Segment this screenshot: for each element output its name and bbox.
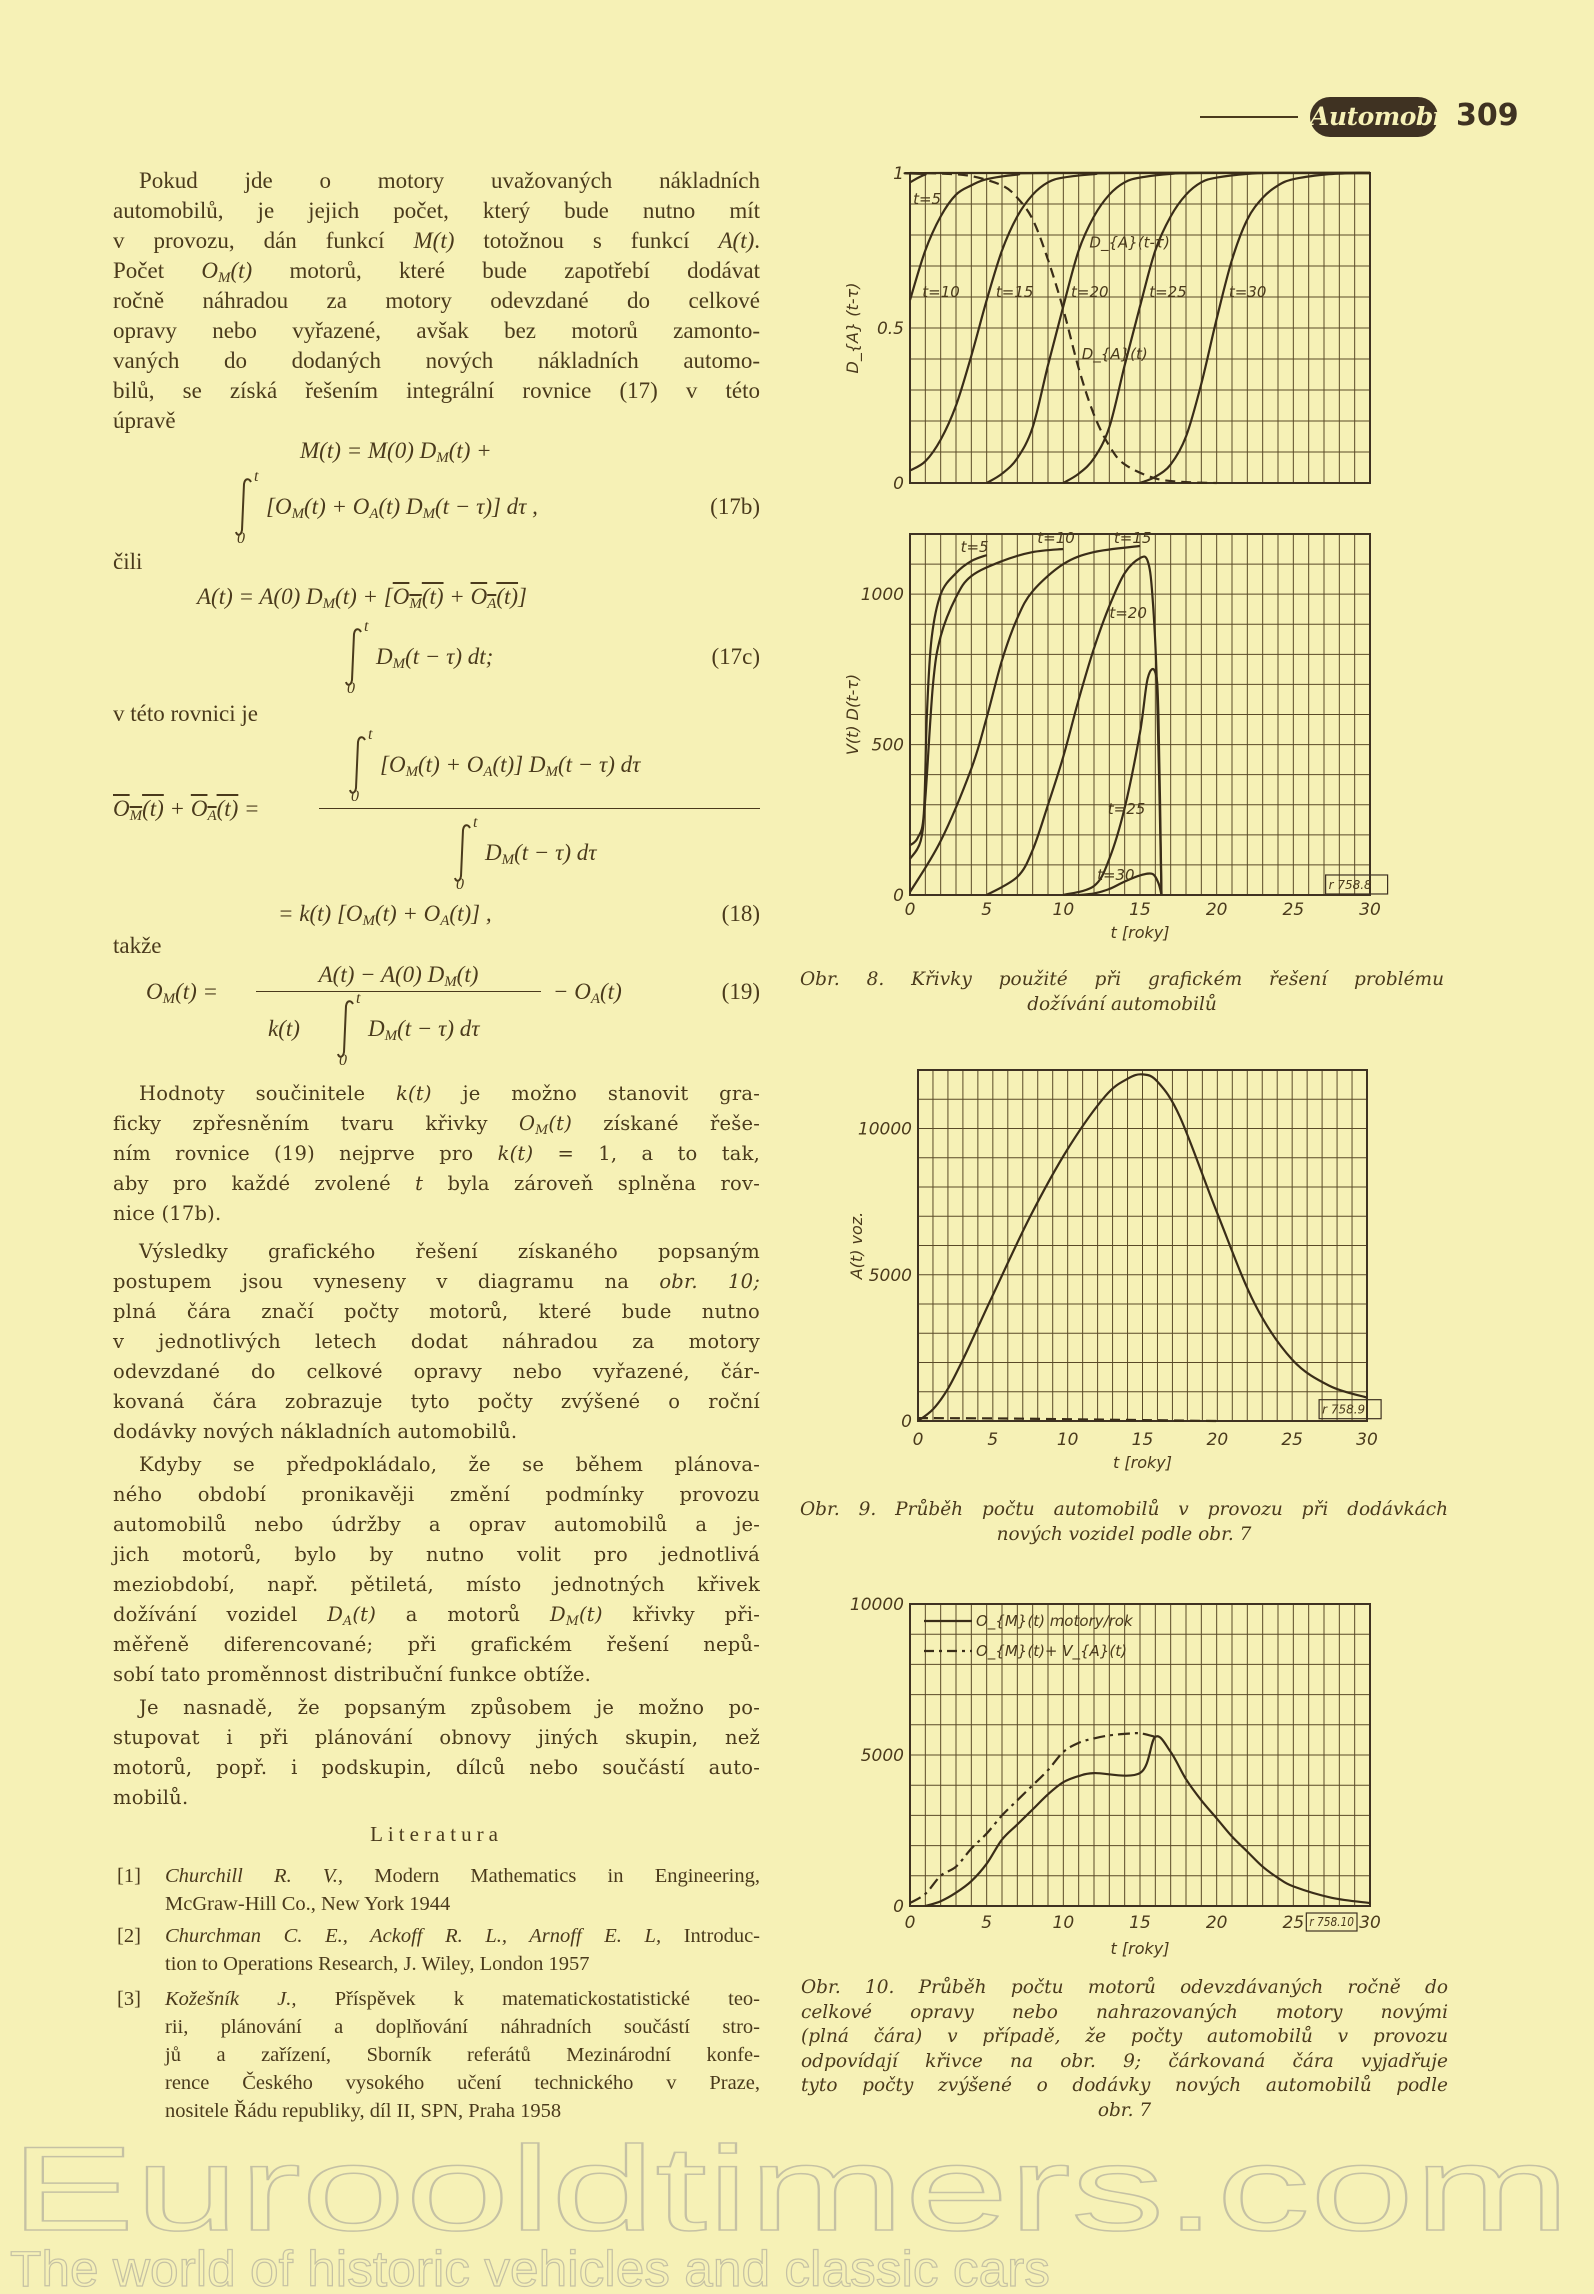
x-tick-label: 20	[1205, 1913, 1228, 1933]
y-tick-label: 0	[893, 1897, 904, 1917]
fraction-line	[256, 991, 541, 992]
figure-stamp: r 758.9	[1322, 1402, 1366, 1417]
reference-line: McGraw-Hill Co., New York 1944	[165, 1893, 451, 1915]
text-line: Kdyby se předpokládalo, že se během plánova-	[139, 1453, 760, 1476]
reference-number: [3]	[117, 1988, 141, 2010]
equation-17b-line1	[300, 436, 492, 466]
text-line: sobí tato proměnnost distribuční funkce obtíže.	[113, 1663, 591, 1686]
equation-19-numerator	[256, 960, 541, 990]
equation-text: A(t) = A(0) $D_M(t) + [O_M(t) + O_A(t)]$	[197, 584, 527, 612]
reference-number: [1]	[117, 1865, 141, 1887]
text-line: v jednotlivých letech dodat náhradou za motory	[113, 1330, 760, 1353]
equation-text: $D_M(t - \tau)$ dτ	[368, 1016, 480, 1044]
paragraph-results	[113, 1237, 760, 1447]
reference-item	[113, 1862, 760, 1918]
equation-19-tail	[553, 977, 622, 1007]
text-line: automobilů nebo údržby a oprav automobilů a je-	[113, 1513, 760, 1536]
equation-text: $D_M(t - \tau)$ dτ	[485, 840, 597, 868]
text-line: odevzdané do celkové opravy nebo vyřazené, čár-	[113, 1360, 760, 1383]
paragraph-intro	[113, 166, 760, 436]
legend-label: O_{M}(t) motory/rok	[976, 1612, 1133, 1630]
figure-stamp: r 758.8	[1328, 877, 1372, 892]
figure-10-caption	[801, 1976, 1448, 2123]
grid	[910, 534, 1370, 895]
reference-item	[113, 1922, 760, 1978]
curve-label: t=30	[1228, 283, 1267, 301]
equation-number: (17b)	[710, 494, 760, 519]
y-axis-label: A(t) voz.	[847, 1211, 866, 1280]
reference-line: Churchman C. E., Ackoff R. L., Arnoff E. L, Introduc-	[165, 1925, 760, 1947]
series-line-0	[910, 555, 987, 845]
y-tick-label: 5000	[868, 1265, 912, 1286]
connector-text: v této rovnici je	[113, 701, 258, 726]
caption-line: obr. 7	[1097, 2099, 1152, 2121]
curve-label: t=5	[913, 190, 942, 208]
y-axis-label: D_{A} (t-τ)	[843, 282, 862, 374]
text-line: měřeně diferencované; při grafickém řešení nepů-	[113, 1633, 760, 1656]
x-tick-label: 5	[981, 1913, 993, 1933]
equation-text: $D_M(t - \tau)$ dt;	[376, 644, 494, 672]
caption-line: Obr. 10. Průběh počtu motorů odevzdávaných ročně do	[801, 1977, 1448, 1998]
chart-fig9	[840, 1055, 1400, 1475]
x-tick-label: 5	[987, 1430, 999, 1450]
curve-label: t=25	[1149, 283, 1187, 301]
y-tick-label: 0	[901, 1412, 912, 1432]
equation-number: (18)	[721, 901, 760, 926]
x-tick-label: 25	[1282, 1913, 1305, 1933]
caption-line: tyto počty zvýšené o dodávky nových automobilů podle	[801, 2075, 1448, 2096]
text-line: motorů, popř. i podskupin, dílců nebo součástí auto-	[113, 1756, 760, 1779]
text-line: Hodnoty součinitele k(t) je možno stanovit gra-	[139, 1082, 760, 1105]
y-tick-label: 0	[893, 886, 904, 906]
reference-line: Churchill R. V., Modern Mathematics in Engineering,	[165, 1865, 761, 1887]
caption-line: odpovídají křivce na obr. 9; čárkovaná čára vyjadřuje	[801, 2050, 1448, 2072]
x-tick-label: 0	[904, 900, 916, 920]
text-line: jich motorů, bylo by nutno volit pro jednotlivá	[113, 1543, 760, 1566]
text-line: ročně náhradou za motory odevzdané do celkové	[113, 288, 760, 313]
integral-sign-icon	[234, 477, 254, 537]
text-line: plná čára značí počty motorů, které bude nutno	[113, 1300, 760, 1323]
fraction-line	[319, 808, 760, 809]
x-tick-label: 10	[1052, 900, 1075, 920]
curve-label: t=10	[922, 283, 960, 301]
equation-text: M(t) = M(0) $D_M(t)$ +	[300, 438, 492, 466]
figure-8-caption	[800, 968, 1444, 1017]
x-tick-label: 25	[1282, 900, 1305, 920]
integral-sign-icon	[336, 999, 356, 1059]
literature-heading: Literatura	[370, 1822, 503, 1846]
watermark-site: Eurooldtimers.com	[10, 2122, 1570, 2256]
equation-18-rhs	[278, 899, 492, 929]
text-line: vaných do dodaných nových nákladních automo-	[113, 348, 760, 373]
equation-text: $O_M(t)$ =	[146, 979, 219, 1007]
reference-line: rii, plánování a doplňování náhradních součástí stro-	[165, 2016, 760, 2038]
x-tick-label: 0	[912, 1430, 924, 1450]
reference-line: jů a zařízení, Sborník referátů Mezinárodní konfe-	[165, 2044, 760, 2066]
equation-17c-line1	[197, 582, 527, 612]
curve-label: t=30	[1097, 865, 1135, 884]
integral-lower-limit: 0	[456, 876, 464, 893]
caption-line: (plná čára) v případě, že počty automobilů v provozu	[801, 2026, 1448, 2047]
figure-stamp: r 758.10	[1309, 1915, 1355, 1929]
automobil-logo: Automobil	[1310, 97, 1438, 137]
text-line: automobilů, je jejich počet, který bude nutno mít	[113, 198, 760, 223]
y-tick-label: 5000	[860, 1746, 904, 1766]
x-tick-label: 10	[1052, 1913, 1075, 1933]
text-line: meziobdobí, např. pětiletá, místo jednotných křivek	[113, 1573, 760, 1596]
reference-number: [2]	[117, 1925, 141, 1947]
integral-lower-limit: 0	[347, 680, 355, 697]
text-line: dožívání vozidel $D_A(t)$ a motorů $D_M(t)$ křivky při-	[113, 1603, 760, 1628]
equation-text: $O_M(t) + O_A(t)$ =	[113, 796, 260, 824]
y-tick-label: 500	[871, 735, 904, 756]
caption-line: nových vozidel podle obr. 7	[996, 1523, 1252, 1545]
curve-label: D_{A}(t)	[1081, 345, 1148, 363]
equation-number: (17c)	[711, 644, 760, 669]
y-tick-label: 10000	[857, 1119, 912, 1140]
curve-label: t=10	[1037, 529, 1075, 548]
curve-label: t=20	[1071, 283, 1109, 301]
equation-18-numerator	[348, 726, 641, 805]
x-tick-label: 15	[1129, 1913, 1151, 1933]
text-line: mobilů.	[113, 1786, 189, 1809]
x-tick-label: 10	[1056, 1430, 1079, 1450]
curve-label: t=25	[1107, 799, 1146, 818]
legend-label: O_{M}(t)+ V_{A}(t)	[976, 1642, 1127, 1660]
x-tick-label: 30	[1359, 1913, 1381, 1933]
x-tick-label: 30	[1356, 1430, 1378, 1450]
x-tick-label: 15	[1131, 1430, 1154, 1450]
text-line: stupovat i při plánování obnovy jiných skupin, než	[113, 1726, 760, 1749]
text-line: Je nasnadě, že popsaným způsobem je možno po-	[139, 1696, 760, 1719]
integral-upper-limit: t	[473, 814, 478, 831]
text-line: ného období pronikavěji změní podmínky provozu	[113, 1483, 760, 1506]
x-tick-label: 20	[1206, 1430, 1229, 1450]
x-tick-label: 15	[1129, 900, 1151, 920]
equation-text: k(t)	[268, 1016, 300, 1041]
x-tick-label: 30	[1359, 900, 1381, 920]
equation-18-denominator	[453, 814, 597, 893]
equation-text: = k(t) $[O_M(t) + O_A(t)]$ ,	[278, 901, 492, 929]
integral	[344, 618, 374, 697]
connector-text: čili	[113, 549, 143, 574]
integral	[348, 726, 378, 805]
y-tick-label: 10000	[849, 1595, 904, 1615]
y-tick-label: 1000	[860, 585, 904, 606]
chart-fig10	[840, 1580, 1400, 1965]
x-axis-label: t [roky]	[1110, 923, 1170, 942]
x-axis-label: t [roky]	[1110, 1939, 1170, 1958]
text-line: bilů, se získá řešením integrální rovnice (17) v této	[113, 378, 760, 403]
integral-upper-limit: t	[254, 468, 259, 485]
reference-line: tion to Operations Research, J. Wiley, London 1957	[165, 1953, 590, 1975]
reference-item	[113, 1985, 760, 2125]
watermark-tagline: The world of historic vehicles and classic cars	[10, 2241, 1050, 2294]
curve-label: t=5	[960, 538, 989, 557]
integral-lower-limit: 0	[339, 1052, 347, 1069]
text-line: dodávky nových nákladních automobilů.	[113, 1420, 518, 1443]
integral-sign-icon	[344, 627, 364, 687]
equation-text: $[O_M(t) + O_A(t) D_M(t - \tau)]$ dτ ,	[266, 494, 538, 522]
text-line: postupem jsou vyneseny v diagramu na obr. 10;	[113, 1270, 760, 1293]
equation-17b-line2	[234, 468, 538, 547]
text-line: v provozu, dán funkcí M(t) totožnou s funkcí A(t).	[113, 228, 760, 253]
chart-fig8-dA	[840, 160, 1400, 500]
caption-line: Obr. 8. Křivky použité při grafickém řešení problému	[800, 969, 1444, 990]
text-line: Výsledky grafického řešení získaného popsaným	[139, 1240, 760, 1263]
reference-line: rence Českého vysokého učení technického v Praze,	[165, 2072, 760, 2094]
x-tick-label: 20	[1205, 900, 1228, 920]
equation-number: (19)	[721, 979, 760, 1004]
equation-text: − $O_A(t)$	[553, 979, 622, 1007]
y-tick-label: 0.5	[876, 319, 904, 339]
curve-label: t=20	[1109, 604, 1147, 623]
integral-sign-icon	[348, 735, 368, 795]
x-tick-label: 25	[1281, 1430, 1303, 1450]
text-line: opravy nebo vyřazené, avšak bez motorů zamonto-	[113, 318, 760, 343]
integral-upper-limit: t	[356, 990, 361, 1007]
integral-sign-icon	[453, 823, 473, 883]
curve-label: t=15	[995, 283, 1034, 301]
integral	[453, 814, 483, 893]
text-line: Počet $O_M(t)$ motorů, které bude zapotřebí dodávat	[113, 258, 760, 286]
paragraph-coefficient	[113, 1079, 760, 1229]
equation-text: A(t) − A(0) $D_M(t)$	[318, 962, 479, 990]
curve-label: D_{A}(t-τ)	[1089, 233, 1170, 252]
integral	[336, 990, 366, 1069]
text-line: nice (17b).	[113, 1202, 222, 1225]
paragraph-conditions	[113, 1450, 760, 1690]
integral-lower-limit: 0	[351, 788, 359, 805]
equation-17c-line2	[344, 618, 494, 697]
x-tick-label: 0	[904, 1913, 916, 1933]
integral-upper-limit: t	[368, 726, 373, 743]
equation-18-lhs	[113, 794, 260, 824]
equation-text: $[O_M(t) + O_A(t)] D_M(t - \tau)$ dτ	[380, 752, 641, 780]
chart-fig8-vd	[840, 520, 1400, 950]
equation-19-den-k	[268, 1014, 300, 1044]
reference-line: nositele Řádu republiky, díl II, SPN, Praha 1958	[165, 2100, 562, 2122]
text-line: kovaná čára zobrazuje tyto počty zvýšené o roční	[113, 1390, 760, 1413]
integral-upper-limit: t	[364, 618, 369, 635]
reference-line: Kožešník J., Příspěvek k matematickostatistické teo-	[165, 1988, 760, 2010]
text-line: ním rovnice (19) nejprve pro k(t) = 1, a to tak,	[113, 1142, 760, 1165]
integral-lower-limit: 0	[237, 530, 245, 547]
text-line: aby pro každé zvolené t byla zároveň splněna rov-	[113, 1172, 760, 1195]
paragraph-conclusion	[113, 1693, 760, 1813]
text-line: úpravě	[113, 408, 176, 433]
caption-line: celkové opravy nebo nahrazovaných motory novými	[801, 2001, 1448, 2023]
y-tick-label: 1	[893, 164, 904, 184]
connector-text: takže	[113, 933, 162, 958]
integral	[234, 468, 264, 547]
figure-9-caption	[800, 1498, 1448, 1547]
x-axis-label: t [roky]	[1113, 1453, 1172, 1472]
series-line-0	[925, 1736, 1370, 1906]
header-rule	[1200, 116, 1298, 118]
series-line-2	[910, 546, 1140, 892]
y-tick-label: 0	[893, 474, 904, 494]
page-number: 309	[1456, 98, 1519, 133]
equation-19-denominator	[336, 990, 480, 1069]
x-tick-label: 5	[981, 900, 993, 920]
caption-line: dožívání automobilů	[1027, 993, 1217, 1015]
text-line: Pokud jde o motory uvažovaných nákladních	[139, 168, 760, 193]
curve-label: t=15	[1113, 529, 1152, 548]
equation-19-lhs	[146, 977, 218, 1007]
text-line: ficky zpřesněním tvaru křivky $O_M(t)$ získané řeše-	[113, 1112, 760, 1137]
caption-line: Obr. 9. Průběh počtu automobilů v provozu při dodávkách	[800, 1499, 1448, 1520]
y-axis-label: V(t) D(t-τ)	[843, 673, 862, 756]
